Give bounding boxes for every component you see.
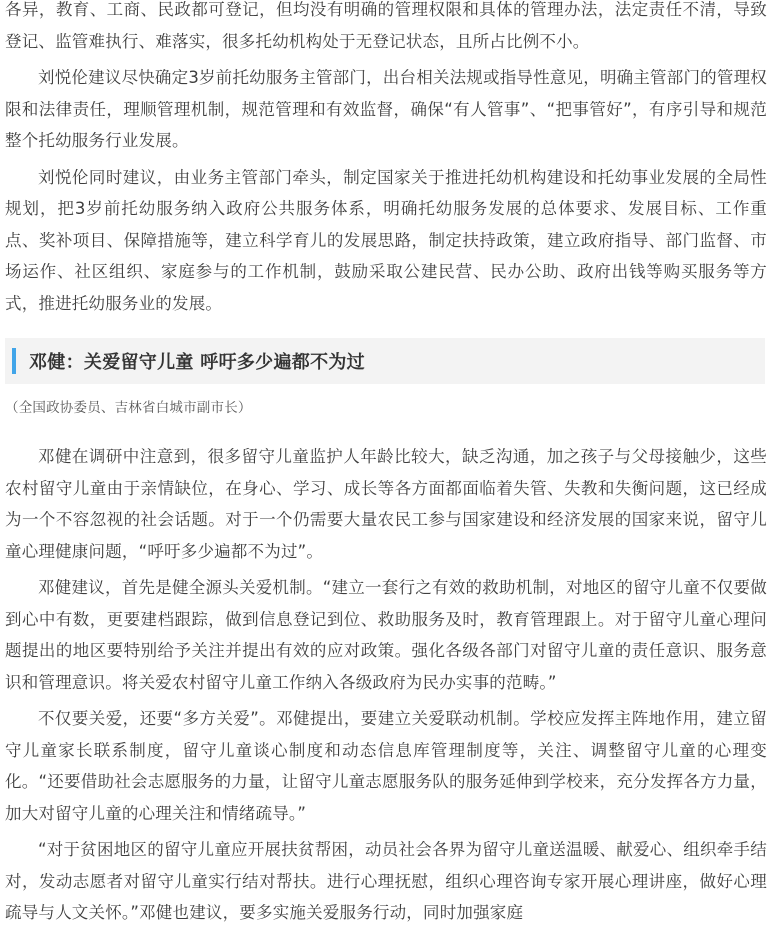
paragraph: 刘悦伦同时建议，由业务主管部门牵头，制定国家关于推进托幼机构建设和托幼事业发展的全局性规划，把3岁前托幼服务纳入政府公共服务体系，明确托幼服务发展的总体要求、发展目标、工作重点、奖补项目、保障措施等，建立科学育儿的发展思路，制定扶持政策，建立政府指导、部门监督、市场运作、社区组织、家庭参与的工作机制，鼓励采取公建民营、民办公助、政府出钱等购买服务等方式，推进托幼服务业的发展。	[5, 167, 767, 313]
section-accent-bar	[12, 348, 16, 374]
section-header	[5, 338, 765, 384]
paragraph: 邓健建议，首先是健全源头关爱机制。“建立一套行之有效的救助机制，对地区的留守儿童不仅要做到心中有数，更要建档跟踪，做到信息登记到位、救助服务及时，教育管理跟上。对于留守儿童心理问题提出的地区要特别给予关注并提出有效的应对政策。强化各级各部门对留守儿童的责任意识、服务意识和管理意识。将关爱农村留守儿童工作纳入各级政府为民办实事的范畴。”	[5, 578, 767, 692]
paragraph: 邓健在调研中注意到，很多留守儿童监护人年龄比较大，缺乏沟通，加之孩子与父母接触少，这些农村留守儿童由于亲情缺位，在身心、学习、成长等各方面都面临着失管、失教和失衡问题，这已经成为一个不容忽视的社会话题。对于一个仍需要大量农民工参与国家建设和经济发展的国家来说，留守儿童心理健康问题，“呼吁多少遍都不为过”。	[5, 447, 767, 561]
paragraph-continuation: 各异，教育、工商、民政都可登记，但均没有明确的管理权限和具体的管理办法，法定责任不清，导致登记、监管难执行、难落实，很多托幼机构处于无登记状态，且所占比例不小。	[5, 0, 767, 51]
paragraph: 不仅要关爱，还要“多方关爱”。邓健提出，要建立关爱联动机制。学校应发挥主阵地作用，建立留守儿童家长联系制度，留守儿童谈心制度和动态信息库管理制度等，关注、调整留守儿童的心理变化。“还要借助社会志愿服务的力量，让留守儿童志愿服务队的服务延伸到学校来，充分发挥各方力量，加大对留守儿童的心理关注和情绪疏导。”	[5, 709, 767, 823]
article-text-bottom	[5, 441, 767, 929]
paragraph: “对于贫困地区的留守儿童应开展扶贫帮困，动员社会各界为留守儿童送温暖、献爱心、组织牵手结对，发动志愿者对留守儿童实行结对帮扶。进行心理抚慰，组织心理咨询专家开展心理讲座，做好心理疏导与人文关怀。”邓健也建议，要多实施关爱服务行动，同时加强家庭	[5, 840, 767, 922]
paragraph: 刘悦伦建议尽快确定3岁前托幼服务主管部门，出台相关法规或指导性意见，明确主管部门的管理权限和法律责任，理顺管理机制，规范管理和有效监督，确保“有人管事”、“把事管好”，有序引导和规范整个托幼服务行业发展。	[5, 68, 767, 150]
article-text-top	[5, 0, 767, 319]
speaker-affiliation: （全国政协委员、吉林省白城市副市长）	[5, 400, 252, 416]
section-title: 邓健：关爱留守儿童 呼吁多少遍都不为过	[29, 352, 365, 373]
